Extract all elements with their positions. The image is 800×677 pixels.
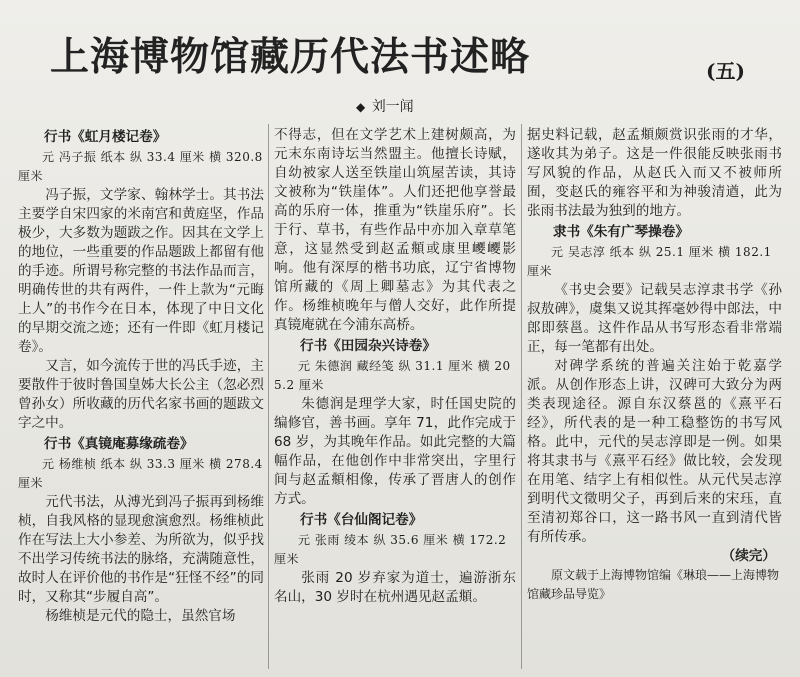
section-heading: 行书《田园杂兴诗卷》 [300, 338, 436, 354]
body-paragraph: 杨维桢是元代的隐士，虽然官场 [45, 608, 236, 624]
diamond-icon: ◆ [356, 100, 366, 114]
body-paragraph: 冯子振，文学家、翰林学士。其书法主要学自宋四家的米南宫和黄庭坚，作品极少，大多数为题跋之作。因其在文学上的地位，一些重要的作品题跋上都留有他的手迹。所谓号称完整的书法作品而言，明确传世的共有两件，一件上款为“元晦上人”的书作今在日本，体现了中日文化的早期交流之迹；还有一件即《虹月楼记卷》。 [18, 187, 264, 355]
artwork-specs: 元 朱德润 藏经笺 纵 31.1 厘米 横 205.2 厘米 [274, 359, 511, 392]
article-column-2 [274, 126, 516, 671]
artwork-specs: 元 张雨 绫本 纵 35.6 厘米 横 172.2 厘米 [274, 533, 507, 566]
column-divider [521, 124, 522, 669]
author-name: 刘一闻 [371, 99, 414, 115]
section-heading: 行书《台仙阁记卷》 [300, 512, 423, 528]
artwork-specs: 元 杨维桢 纸本 纵 33.3 厘米 横 278.4 厘米 [18, 457, 263, 490]
body-paragraph: 元代书法，从溥光到冯子振再到杨维桢，自我风格的显现愈演愈烈。杨维桢此作在写法上大小参差、为所欲为，似乎找不出学习传统书法的脉络，充满随意性，故时人在评价他的书作是“狂怪不经”的同时，又称其“步履自高”。 [18, 494, 264, 605]
body-paragraph: 《书史会要》记载吴志淳隶书学《孙叔敖碑》，虞集又说其挥毫妙得中郎法，中郎即蔡邕。这件作品从书写形态看非常端正，每一笔都有出处。 [527, 282, 782, 355]
continued-mark: （续完） [721, 548, 776, 564]
body-paragraph: 又言，如今流传于世的冯氏手迹，主要散件于彼时鲁国皇姊大长公主（忽必烈曾孙女）所收藏的历代名家书画的题跋文字之中。 [18, 358, 264, 431]
article-title: 上海博物馆藏历代法书述略 [50, 34, 531, 80]
column-divider [268, 124, 269, 669]
source-note: 原文载于上海博物馆编《琳琅——上海博物馆藏珍品导览》 [527, 568, 780, 601]
body-paragraph: 对碑学系统的普遍关注始于乾嘉学派。从创作形态上讲，汉碑可大致分为两类表现途径。源自东汉蔡邕的《熹平石经》，所代表的是一种工稳整饬的书写风格。此中，元代的吴志淳即是一例。如果将其隶书与《熹平石经》做比较，会发现在用笔、结字上有相似性。从元代吴志淳到明代文徵明父子，再到后来的宋珏，直至清初郑谷口，这一路书风一直到清代皆有所传承。 [527, 358, 782, 545]
body-paragraph: 张雨 20 岁弃家为道士，遍游浙东名山，30 岁时在杭州遇见赵孟頫。 [274, 570, 516, 605]
artwork-specs: 元 吴志淳 纸本 纵 25.1 厘米 横 182.1 厘米 [527, 245, 772, 278]
article-column-1 [18, 126, 264, 671]
article-column-3 [527, 126, 782, 671]
body-paragraph: 不得志，但在文学艺术上建树颇高，为元末东南诗坛当然盟主。他擅长诗赋，自幼被家人送至铁崖山筑屋苦读，其诗文被称为“铁崖体”。人们还把他享誉最高的乐府一体，推重为“铁崖乐府”。长于行、草书，有些作品中亦加入章草笔意，这显然受到赵孟頫或康里巎巎影响。他有深厚的楷书功底，辽宁省博物馆所藏的《周上卿墓志》为其代表之作。杨维桢晚年与僧人交好，此作所提真镜庵就在今浦东高桥。 [274, 127, 516, 333]
byline [356, 96, 414, 116]
body-paragraph: 据史料记载，赵孟頫颇赏识张雨的才华，遂收其为弟子。这是一件很能反映张雨书写风貌的作品，从赵氏入而又不被师所囿，变赵氏的雍容平和为神骏清遒，此为张雨书法最为独到的地方。 [527, 127, 782, 219]
section-heading: 行书《虹月楼记卷》 [44, 129, 167, 145]
body-paragraph: 朱德润是理学大家，时任国史院的编修官，善书画。享年 71，此作完成于 68 岁，为其晚年作品。如此完整的大篇幅作品，在他创作中非常突出，字里行间与赵孟頫相像，传承了晋唐人的创作方式。 [274, 396, 516, 507]
section-heading: 行书《真镜庵募缘疏卷》 [44, 436, 194, 452]
artwork-specs: 元 冯子振 纸本 纵 33.4 厘米 横 320.8 厘米 [18, 150, 263, 183]
series-part-number: (五) [706, 59, 745, 83]
section-heading: 隶书《朱有广琴操卷》 [553, 224, 689, 240]
